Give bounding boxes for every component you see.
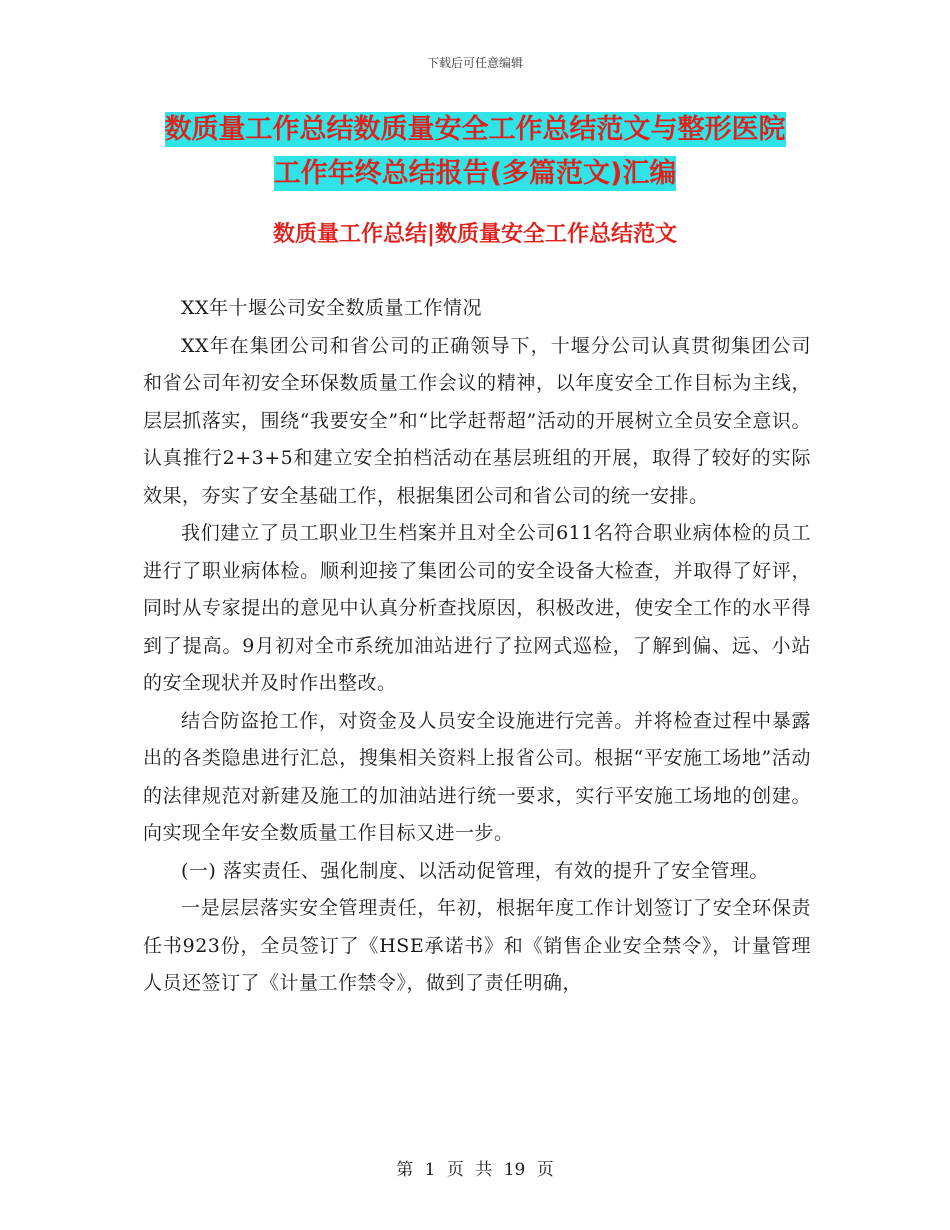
paragraph: 一是层层落实安全管理责任，年初，根据年度工作计划签订了安全环保责任书923份，全员签订了《HSE承诺书》和《销售企业安全禁令》，计量管理人员还签订了《计量工作禁令》，做到了责任明确， xyxy=(143,897,811,994)
page-number-footer: 第 1 页 共 19 页 xyxy=(396,1160,554,1180)
document-title-line-2 xyxy=(0,157,950,191)
section-title: 数质量工作总结|数质量安全工作总结范文 xyxy=(272,222,678,247)
document-title-line-1-text: 数质量工作总结数质量安全工作总结范文与整形医院 xyxy=(164,114,786,145)
header-note: 下载后可任意编辑 xyxy=(426,56,523,70)
paragraph: XX年在集团公司和省公司的正确领导下，十堰分公司认真贯彻集团公司和省公司年初安全环保数质量工作会议的精神，以年度安全工作目标为主线，层层抓落实，围绕“我要安全”和“比学赶帮超”活动的开展树立全员安全意识。认真推行2+3+5和建立安全拍档活动在基层班组的开展，取得了较好的实际效果，夯实了安全基础工作，根据集团公司和省公司的统一安排。 xyxy=(143,334,811,507)
paragraph: 结合防盗抢工作，对资金及人员安全设施进行完善。并将检查过程中暴露出的各类隐患进行汇总，搜集相关资料上报省公司。根据“平安施工场地”活动的法律规范对新建及施工的加油站进行统一要求，实行平安施工场地的创建。向实现全年安全数质量工作目标又进一步。 xyxy=(143,709,811,844)
document-body xyxy=(143,290,811,1003)
document-title-line-1 xyxy=(0,113,950,147)
paragraph: (一) 落实责任、强化制度、以活动促管理，有效的提升了安全管理。 xyxy=(181,859,769,882)
paragraph-heading: XX年十堰公司安全数质量工作情况 xyxy=(181,297,483,319)
document-title-line-2-text: 工作年终总结报告(多篇范文)汇编 xyxy=(273,158,677,189)
paragraph: 我们建立了员工职业卫生档案并且对全公司611名符合职业病体检的员工进行了职业病体检。顺利迎接了集团公司的安全设备大检查，并取得了好评，同时从专家提出的意见中认真分析查找原因，积极改进，使安全工作的水平得到了提高。9月初对全市系统加油站进行了拉网式巡检，了解到偏、远、小站的安全现状并及时作出整改。 xyxy=(143,522,811,694)
